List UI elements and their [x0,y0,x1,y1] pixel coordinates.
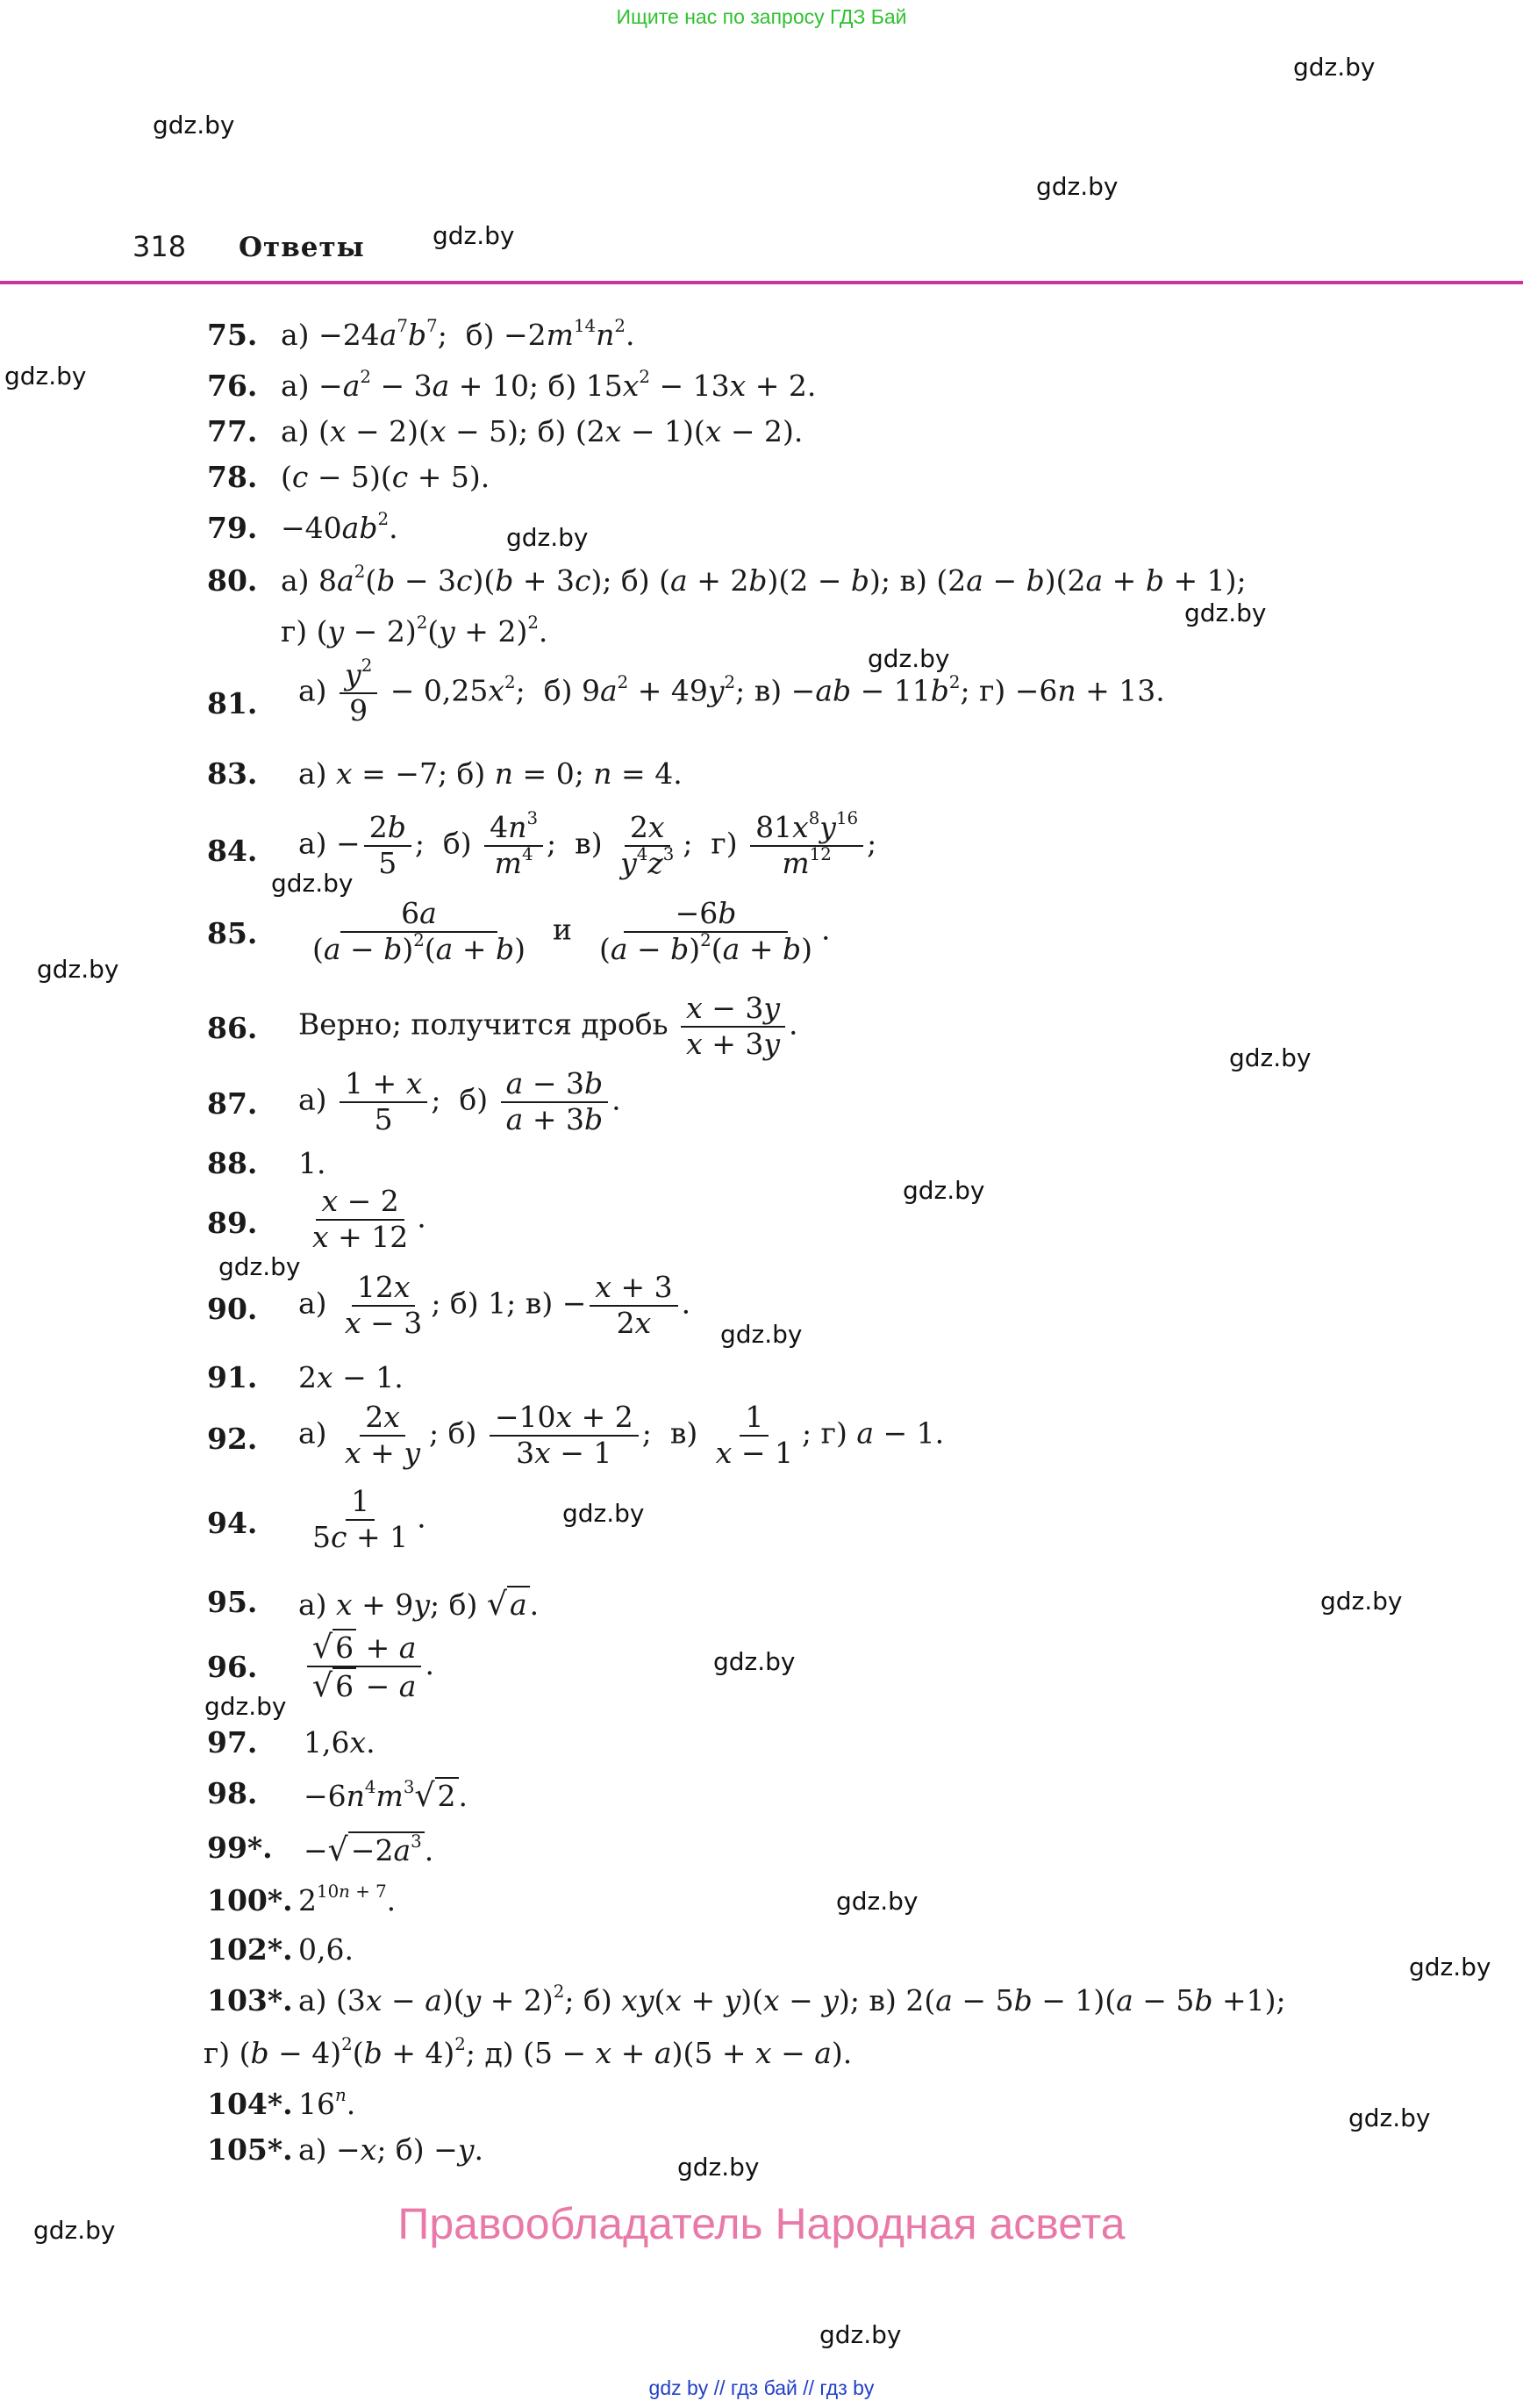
answer-text: 1. [298,1146,326,1180]
answer-text: а) $\frac{y^2}{9}$ − $0,25x^2$; б) $9a^2 + 49y^2$; $в) -ab - 11b^2$; г) −6n + 13. [298,656,1165,727]
watermark: gdz.by [506,523,589,552]
answer-number: 80. [207,563,258,598]
watermark: gdz.by [204,1692,287,1721]
answer-number: 79. [207,511,258,545]
answer-number: 77. [207,414,258,448]
answer-number: 100*. [207,1883,293,1917]
watermark: gdz.by [868,644,950,673]
answer-text: $-√-2a^3$. [304,1831,434,1868]
answer-text: 2x − 1. [298,1360,404,1394]
answer-text: $\frac{6a}{(a - b)^2(a + b)}$ и $\frac{-6b}{(a - b)^2(a + b)}$ . [312,896,831,966]
answer-number: 78. [207,460,258,494]
answer-text: а) $(3x - a)(y + 2)^2$; б) xy(x + y)(x − y); в) 2(a − 5b − 1)(a − 5b +1); [298,1982,1286,2017]
top-banner[interactable]: Ищите нас по запросу ГДЗ Бай [616,5,907,28]
answer-text: а) x + 9y; б) √a. [298,1585,540,1623]
answer-number: 83. [207,756,258,791]
answer-number: 94. [207,1506,258,1540]
answer-text-continued: г) $(b - 4)^2(b + 4)^2$; д) (5 − x + a)(5 + x − a). [204,2034,853,2070]
answer-text: 16$^n$. [298,2085,356,2121]
answer-number: 90. [207,1292,258,1326]
answer-number: 84. [207,834,258,868]
watermark: gdz.by [1320,1587,1403,1616]
answer-text: (c − 5)(c + 5). [281,460,490,494]
answer-number: 81. [207,686,258,720]
answer-number: 75. [207,318,258,352]
answer-text-continued: г) $(y - 2)^2(y + 2)^2$. [281,613,548,649]
answer-number: 86. [207,1011,258,1045]
answer-number: 97. [207,1725,258,1759]
watermark: gdz.by [153,111,235,140]
answer-number: 105*. [207,2132,293,2167]
answer-text: а) $\frac{12x}{x - 3}$ ; б) 1; в) − $\frac{x + 3}{2x}$ . [298,1270,691,1340]
watermark: gdz.by [1293,53,1376,82]
answer-number: 102*. [207,1932,293,1967]
answer-text: Верно; получится дробь $\frac{x - 3y}{x + 3y}$ . [298,991,798,1061]
watermark: gdz.by [903,1176,985,1205]
watermark: gdz.by [713,1647,796,1676]
answer-text: а) − $\frac{2b}{5}$ ; б) $\frac{4n^3}{m^4}$ ; в) $\frac{2x}{y^4z^3}$ ; г) $\frac{81x^8y^{16}}{m^{12}}$ ; [298,808,877,880]
watermark: gdz.by [37,955,119,984]
answer-text: $\frac{x - 2}{x + 12}$ . [312,1184,426,1254]
answer-text: 1,6x. [304,1725,375,1759]
answer-text: а) x = −7; б) n = 0; n = 4. [298,756,683,791]
watermark: gdz.by [720,1320,803,1349]
watermark: gdz.by [271,869,354,898]
answer-number: 99*. [207,1831,273,1865]
answer-text: 0,6. [298,1932,354,1967]
watermark: gdz.by [836,1887,919,1916]
watermark: gdz.by [218,1252,301,1281]
answer-text: $2^{10n + 7}$. [298,1881,397,1917]
answer-number: 92. [207,1422,258,1456]
answer-number: 103*. [207,1983,293,2017]
answer-number: 87. [207,1086,258,1121]
answer-number: 76. [207,369,258,403]
answer-text: а) (x − 2)(x − 5); б) (2x − 1)(x − 2). [281,414,804,448]
answer-number: 88. [207,1146,258,1180]
watermark: gdz.by [1348,2103,1431,2132]
answer-text: а) −x; б) −y. [298,2132,483,2167]
answer-text: $а) -a^2 - 3a + 10$; б) $15x^2 - 13x + 2$. [281,367,817,403]
answer-text: $\frac{1}{5c + 1}$ . [312,1484,426,1554]
answer-text: а) $\frac{2x}{x + y}$ ; б) $\frac{-10x + 2}{3x - 1}$ ; в) $\frac{1}{x - 1}$ ; г) a − 1. [298,1400,945,1470]
watermark: gdz.by [433,221,515,250]
copyright-notice: Правообладатель Народная асвета [397,2199,1126,2248]
answer-text: $а) -24a^7b^7$; $б) -2m^{14}n^2$. [281,316,635,352]
watermark: gdz.by [677,2153,760,2182]
watermark: gdz.by [819,2320,902,2349]
answer-text: а) $8a^2(b - 3c)(b + 3c)$; б) (a + 2b)(2 − b); в) (2a − b)(2a + b + 1); [281,562,1247,598]
watermark: gdz.by [1409,1953,1491,1982]
answer-number: 104*. [207,2087,293,2121]
answer-number: 89. [207,1206,258,1240]
answer-number: 85. [207,916,258,950]
watermark: gdz.by [33,2216,116,2245]
footer-links[interactable]: gdz by // гдз бай // гдз by [648,2376,875,2399]
answer-text: а) $\frac{1 + x}{5}$ ; б) $\frac{a - 3b}{a + 3b}$ . [298,1066,621,1136]
answer-number: 96. [207,1650,258,1684]
watermark: gdz.by [1229,1043,1312,1072]
page-title: Ответы [239,232,365,263]
header-divider [0,281,1523,284]
answer-number: 95. [207,1585,258,1619]
answer-number: 98. [207,1776,258,1810]
answer-number: 91. [207,1360,258,1394]
watermark: gdz.by [1036,172,1119,201]
answer-text: $-40ab^2$. [281,509,398,545]
answer-text: $-6n^4m^3√2$. [304,1776,468,1814]
watermark: gdz.by [562,1499,645,1528]
page-number: 318 [132,230,187,263]
watermark: gdz.by [4,362,87,391]
watermark: gdz.by [1184,598,1267,627]
answer-text: $\frac{√6 + a}{√6 - a}$ . [304,1630,434,1702]
